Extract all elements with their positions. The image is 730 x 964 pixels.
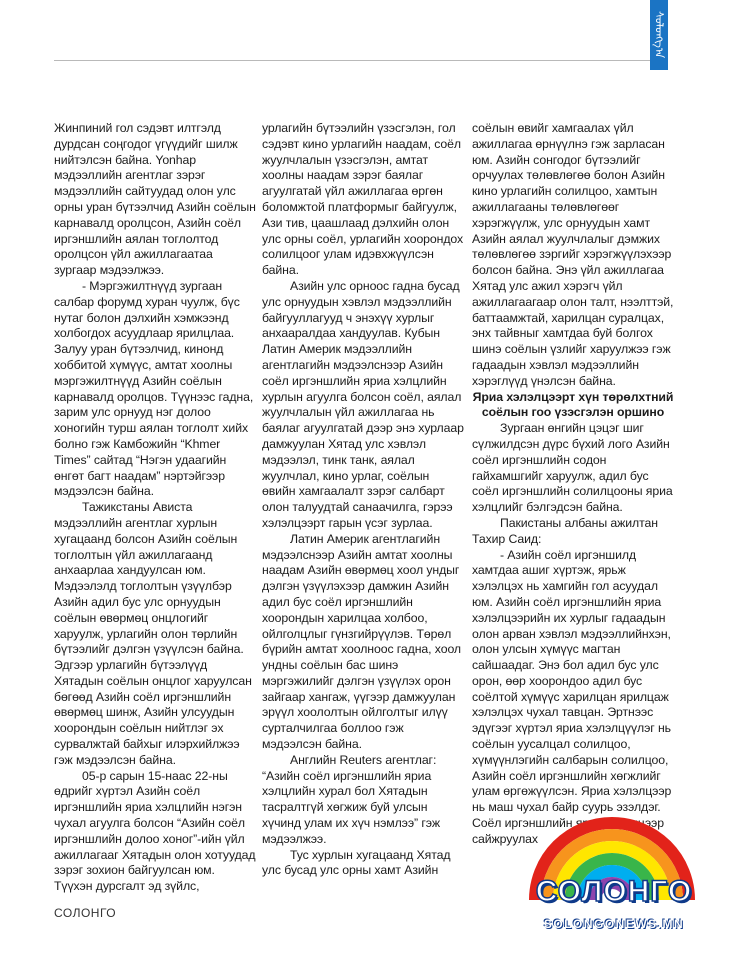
article-column-2 xyxy=(262,121,464,879)
paragraph: Латин Америк агентлагийн мэдээлснээр Азийн амтат хоолны наадам Азийн өвөрмөц хоол ундыг дэлгэн үзүүлэхээр дамжин Азийн адил бус соёл иргэншлийн хоорондын харилцаа холбоо, ойлголцлыг гүнзгийрүүлэв. Төрөл бүрийн амтат хоолноос гадна, хоол ундны соёлын бас шинэ мэргэжилийг дэлгэн үзүүлэх орон зайгаар хангаж, үүгээр дамжуулан эрүүл хоололтын ойлголтыг илүү сурталчилгаа боллоо гэж мэдээлсэн байна. xyxy=(262,531,461,752)
paragraph: соёлын өвийг хамгаалах үйл ажиллагаа өрнүүлнэ гэж зарласан юм. Азийн сонгодог бүтээлийг орчуулах төлөвлөгөө болон Азийн кино урлагийн солилцоо, хамтын ажиллагааны төлөвлөгөөг хэрэгжүүлж, улс орнуудын хамт Азийн аялал жуулчлалыг дэмжих төлөвлөгөө зэргийг хэрэгжүүлэхээр болсон байна. Энэ үйл ажиллагаа Хятад улс ажил хэрэгч үйл ажиллагаагаар олон талт, нээлттэй, баттаамжтай, харилцан суралцах, энх тайвныг хамтдаа буй болгох шинэ соёлын үзлийг харуулжээ гэж гадаадын хэвлэл мэдээллийн хэрэглүүд үнэлсэн байна. xyxy=(472,121,674,388)
logo-website: SOLONGONEWS.MN xyxy=(543,917,685,931)
paragraph: Пакистаны албаны ажилтан Тахир Саид: xyxy=(472,515,658,546)
article-column-3 xyxy=(472,121,674,848)
paragraph: Тус хурлын хугацаанд Хятад улс бусад улс орны хамт Азийн xyxy=(262,847,451,878)
paragraph: Тажикстаны Ависта мэдээллийн агентлаг хурлын хугацаанд болсон Азийн соёлын тоглолтын үйл ажиллагаанд анхаарлаа хандуулсан юм. Мэдээлэлд тоглолтын үзүүлбэр Азийн адил бус улс орнуудын соёлын өвөрмөц онцлогийг харуулж, урлагийн олон төрлийн бүтээлийг дэлгэн үзүүлсэн байна. Эдгээр урлагийн бүтээлүүд Хятадын соёлын онцлог харуулсан бөгөөд Азийн соёл иргэншлийн өвөрмөц шинж, Азийн улсуудын хоорондын соёлын нийтлэг эх сурвалжтай байхыг илэрхийлжээ гэж мэдээлсэн байна. xyxy=(54,500,252,767)
paragraph: - Азийн соёл иргэншилд хамтдаа ашиг хүртэж, ярьж хэлэлцэх нь хамгийн гол асуудал юм. Азийн соёл иргэншлийн яриа хэлэлцээрийн их хурлыг гадаадын олон арван хэвлэл мэдээллийнхэн, олон улсын хүмүүс магтан сайшаадаг. Энэ бол адил бус улс орон, өөр хоорондоо адил бус соёлтой хүмүүс харилцан ярилцаж хэлэлцэх чухал тавцан. Эртнээс эдүгээг хүртэл яриа хэлэлцүүлэг нь соёлын уусалцал солилцоо, хүмүүнлэгийн салбарын солилцоо, Азийн соёл иргэншлийн хөгжлийг улам өргөжүүлсэн. Яриа хэлэлцээр нь маш чухал байр суурь эзэлдэг. Соёл иргэншлийн яриа хэлэлцээр сайжруулах xyxy=(472,547,672,846)
paragraph: Азийн улс орноос гадна бусад улс орнуудын хэвлэл мэдээллийн байгууллагууд ч энэхүү хурлыг анхааралдаа хандуулав. Кубын Латин Америк мэдээллийн агентлагийн мэдээлснээр Азийн соёл иргэншлийн яриа хэлцлийн хурлын агуулга болсон соёл, аялал жуулчлалын үйл ажиллагаа нь баялаг агуулгатай дээр энэ хурлаар дамжуулан Хятад улс хэвлэл мэдээлэл, тинк танк, аялал жуулчлал, кино урлаг, соёлын өвийн хамгаалалт зэрэг салбарт олон талуудтай санаачилга, гэрээ хэлэлцээрт гарын үсэг зурлаа. xyxy=(262,278,464,530)
paragraph: Зургаан өнгийн цэцэг шиг сүлжилдсэн дүрс бүхий лого Азийн соёл иргэншлийн содон гайхамшгийг харуулж, адил бус соёл иргэншлийн солилцооны яриа хэлцлийг бэлгэдсэн байна. xyxy=(472,421,673,515)
paragraph: Жинпиний гол сэдэвт илтгэлд дурдсан соңгодог үгүүдийг шилж нийтэлсэн байна. Yonhap мэдээллийн агентлаг зэрэг мэдээллийн сайтуудад олон улс орны уран бүтээлчид Азийн соёлын карнавалд оролцсон, Азийн соёл иргэншлийн аялан тоглолтод оролцсон үйл ажиллагаатаа зургаар мэдээлжээ. xyxy=(54,121,256,278)
solongo-logo xyxy=(520,805,705,960)
paragraph: - Мэргэжилтнүүд зургаан салбар форумд хуран чуулж, бүс нутаг болон дэлхийн хэмжээнд холбогдох асуудлаар ярилцлаа. Залуу уран бүтээлчид, кинонд хоббитой хүмүүс, амтат хоолны мэргэжилтнүүд Азийн соёлын карнавалд оролцов. Түүнээс гадна, зарим улс орнууд нэг долоо хоногийн турш аялан тоглолт хийх болно гэж Камбожийн “Khmer Times” сайтад “Нэгэн удаагийн өнгөт багт наадам” нэртэйгээр мэдээлсэн байна. xyxy=(54,278,254,499)
footer-label: СОЛОНГО xyxy=(54,906,117,920)
header-rule xyxy=(54,60,656,61)
section-tab-label: ᠰᠣᠯᠣᠩᠭ᠎ᠠ xyxy=(652,11,666,59)
section-heading: Яриа хэлэлцээрт хүн төрөлхтний соёлын гоо үзэсгэлэн оршино xyxy=(472,389,674,420)
article-column-1 xyxy=(54,121,256,895)
section-tab xyxy=(650,0,668,70)
paragraph: Английн Reuters агентлаг: “Азийн соёл иргэншлийн яриа хэлцлийн хурал бол Хятадын тасралтгүй хөгжиж буй улсын хүчинд улам их хүч нэмлээ” гэж мэдээлжээ. xyxy=(262,752,441,846)
paragraph: урлагийн бүтээлийн үзэсгэлэн, гол сэдэвт кино урлагийн наадам, соёл жуулчлалын үзэсгэлэн, амтат хоолны наадам зэрэг баялаг агуулгатай үйл ажиллагаа өргөн боломжтой платформыг байгуулж, Ази тив, цаашлаад дэлхийн олон улс орны соёл, урлагийн хоорондох солилцоог улам идэвхжүүлсэн байна. xyxy=(262,121,464,278)
logo-wordmark: СОЛОНГО xyxy=(535,875,693,908)
paragraph: 05-р сарын 15-наас 22-ны өдрийг хүртэл Азийн соёл иргэншлийн яриа хэлцлийн нэгэн чухал агуулга болсон “Азийн соёл иргэншлийн долоо хоног”-ийн үйл ажиллагааг Хятадын олон хотуудад зэрэг зохион байгуулсан юм. Түүхэн дурсгалт эд зүйлс, xyxy=(54,768,256,894)
